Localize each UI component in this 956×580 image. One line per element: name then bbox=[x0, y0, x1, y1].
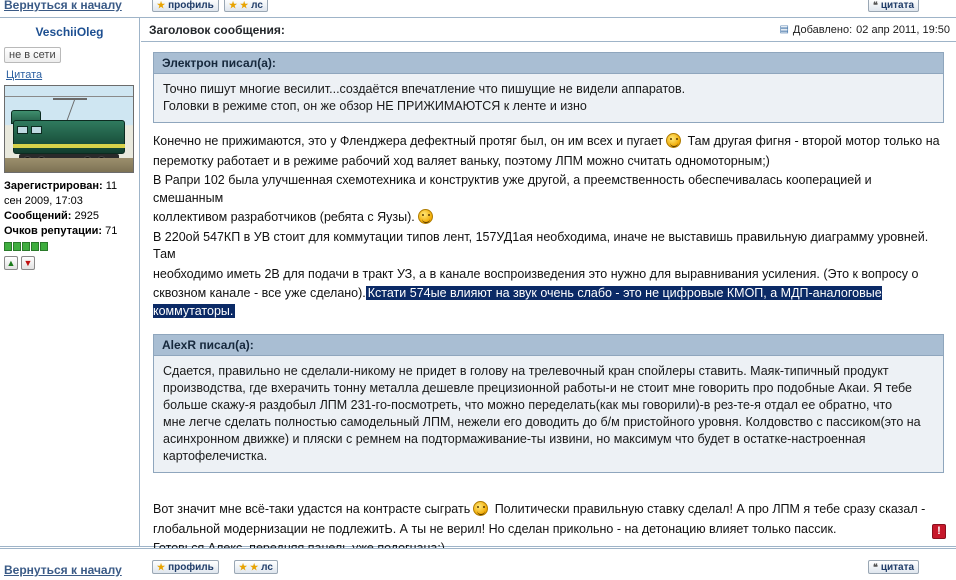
cab-window bbox=[17, 126, 28, 134]
posts-label: Сообщений: bbox=[4, 210, 72, 222]
post-paragraph bbox=[153, 501, 944, 519]
post-line: Там другая фигня - второй мотор только на bbox=[684, 134, 940, 148]
quote-body bbox=[153, 73, 944, 123]
post-paragraph bbox=[153, 133, 944, 151]
reputation-square bbox=[31, 242, 39, 251]
quote-title: AlexR писал(а): bbox=[153, 334, 944, 355]
cite-button-top[interactable] bbox=[868, 0, 919, 12]
reputation-square bbox=[22, 242, 30, 251]
star-icon: ★ bbox=[157, 561, 166, 572]
star-icon: ★ bbox=[229, 0, 238, 10]
cite-button-top-label: цитата bbox=[880, 0, 915, 11]
post-paragraph bbox=[153, 172, 944, 207]
author-column bbox=[0, 18, 140, 546]
back-to-top-link-bottom[interactable]: Вернуться к началу bbox=[4, 563, 122, 577]
post-line: глобальной модернизации не подлежитЬ. А ты не верил! Но сделан прикольно - на детонацию влияет только пассик. bbox=[153, 521, 837, 536]
quote-line: картофелечистка. bbox=[163, 449, 268, 463]
post-subject-label: Заголовок сообщения: bbox=[149, 22, 285, 37]
cite-button-bottom-label: цитата bbox=[880, 561, 915, 573]
reputation-line bbox=[4, 224, 135, 239]
post-line: Конечно не прижимаются, это у Фленджера дефектный протяг был, он им всех и пугает bbox=[153, 134, 664, 148]
post-paragraph bbox=[153, 521, 944, 539]
smiley-icon bbox=[666, 133, 681, 148]
registered-line bbox=[4, 179, 135, 209]
quote-body bbox=[153, 355, 944, 473]
ground bbox=[5, 158, 134, 172]
back-to-top-link-top[interactable]: Вернуться к началу bbox=[4, 0, 122, 12]
star-icon: ★ bbox=[157, 0, 166, 10]
thumb-up-icon[interactable]: ▲ bbox=[4, 256, 18, 270]
post-column bbox=[141, 18, 956, 546]
pm-button-bottom-label: лс bbox=[261, 561, 273, 573]
quote-block bbox=[153, 334, 944, 473]
post-line: В Рапри 102 была улучшенная схемотехника и конструктив уже другой, а преемственность обеспечивалась кооперацией и смешанным bbox=[153, 173, 872, 205]
star-icon: ★ bbox=[250, 561, 259, 572]
quote-line: Точно пишут многие весилит...создаётся впечатление что пишущие не видели аппаратов. bbox=[163, 82, 686, 96]
post-body bbox=[141, 42, 956, 547]
smiley-icon bbox=[418, 209, 433, 224]
post-paragraph bbox=[153, 266, 944, 284]
star-icon: ★ bbox=[240, 0, 249, 10]
divider bbox=[0, 548, 956, 549]
posts-value: 2925 bbox=[74, 210, 99, 222]
registered-value: 11 сен 2009, 17:03 bbox=[4, 180, 118, 207]
quote-block bbox=[153, 52, 944, 123]
quote-line: больше скажу-я раздобыл ЛПМ 231-го-посмотреть, что можно переделать(как мы говорили)-в рез-те-я отдал ее обратно, что bbox=[163, 398, 893, 412]
post-paragraph bbox=[153, 209, 944, 227]
pantograph-icon bbox=[53, 98, 87, 120]
post-line: необходимо иметь 2В для подачи в тракт УЗ, а в канале воспроизведения это нужно для выравнивания усиления. (Это к вопросу о bbox=[153, 266, 919, 281]
profile-button-top[interactable] bbox=[152, 0, 219, 12]
reputation-square bbox=[13, 242, 21, 251]
cite-button-bottom[interactable] bbox=[868, 560, 919, 574]
star-icon: ★ bbox=[239, 561, 248, 572]
smiley-icon bbox=[473, 501, 488, 516]
reputation-bar bbox=[4, 242, 135, 251]
post-line: В 220ой 547КП в УВ стоит для коммутации типов лент, 157УД1ая необходима, иначе не выставишь правильную диаграмму уровней. Там bbox=[153, 229, 929, 261]
reputation-label: Очков репутации: bbox=[4, 225, 103, 237]
cite-link[interactable]: Цитата bbox=[6, 69, 43, 81]
profile-button-bottom-label: профиль bbox=[168, 561, 214, 573]
locomotive-body bbox=[13, 120, 125, 154]
report-post-icon[interactable]: ! bbox=[932, 524, 946, 539]
post-line: Политически правильную ставку сделал! А про ЛПМ я тебе сразу сказал - bbox=[491, 502, 926, 516]
reputation-value: 71 bbox=[105, 225, 118, 237]
thumb-down-icon[interactable]: ▼ bbox=[21, 256, 35, 270]
post-line: Вот значит мне всё-таки удастся на контрасте сыграть bbox=[153, 502, 471, 516]
post-line: коллективом разработчиков (ребята с Яузы). bbox=[153, 210, 415, 224]
livery-stripe bbox=[13, 144, 125, 148]
top-toolbar bbox=[0, 0, 956, 16]
avatar bbox=[4, 85, 134, 173]
author-username[interactable]: VeschiiOleg bbox=[35, 25, 104, 39]
pm-button-bottom[interactable] bbox=[234, 560, 278, 574]
reputation-square bbox=[4, 242, 12, 251]
quote-title: Электрон писал(а): bbox=[153, 52, 944, 73]
bottom-toolbar bbox=[0, 548, 956, 580]
quote-line: Сдается, правильно не сделали-никому не придет в голову на трелевочный кран спойлеры ставить. Маяк-типичный продукт bbox=[163, 364, 889, 378]
reputation-action-icons bbox=[4, 256, 135, 270]
quote-line: асинхронном движке) и пляски с ремнем на подтормаживание-ты извини, но максимум что будет в остатке-настроенная bbox=[163, 432, 866, 446]
quote-icon: ❝ bbox=[873, 0, 878, 10]
quote-line: Головки в режиме стоп, он же обзор НЕ ПРИЖИМАЮТСЯ к ленте и изно bbox=[163, 99, 587, 113]
cab-window bbox=[31, 126, 42, 134]
post-paragraph bbox=[153, 285, 944, 320]
post-line: сквозном канале - все уже сделано). bbox=[153, 286, 366, 300]
profile-button-bottom[interactable] bbox=[152, 560, 219, 574]
selected-text: Кстати 574ые влияют на звук очень слабо - это не цифровые КМОП, а МДП-аналоговые коммутаторы. bbox=[153, 286, 882, 318]
registered-label: Зарегистрирован: bbox=[4, 180, 103, 192]
pm-button-top[interactable] bbox=[224, 0, 268, 12]
reputation-square bbox=[40, 242, 48, 251]
post-line: перемотку работает и в режиме рабочий ход валяет ваньку, поэтому ЛПМ можно считать одномоторным;) bbox=[153, 153, 770, 168]
post-header bbox=[141, 18, 956, 42]
quote-line: производства, где вхерачить тонну металла дешевле прецизионной работы-и не стоит мне говорить про подобные Акаи. Я тебе bbox=[163, 381, 912, 395]
catenary-wire bbox=[5, 96, 134, 97]
document-icon: ▤ bbox=[779, 24, 789, 35]
posts-line bbox=[4, 209, 135, 224]
post-paragraph bbox=[153, 229, 944, 264]
post-paragraph bbox=[153, 153, 944, 171]
post-date-value: 02 апр 2011, 19:50 bbox=[856, 23, 950, 36]
status-badge: не в сети bbox=[4, 47, 61, 63]
post-date bbox=[779, 24, 950, 36]
quote-icon: ❝ bbox=[873, 561, 878, 572]
post-container bbox=[0, 17, 956, 547]
profile-button-top-label: профиль bbox=[168, 0, 214, 11]
post-date-label: Добавлено: bbox=[792, 23, 853, 36]
quote-line: мне легче сделать полностью самодельный ЛПМ, нежели его доводить до б/м пристойного уровня. Колдовство с пассиком(это на bbox=[163, 415, 921, 429]
pm-button-top-label: лс bbox=[251, 0, 263, 11]
